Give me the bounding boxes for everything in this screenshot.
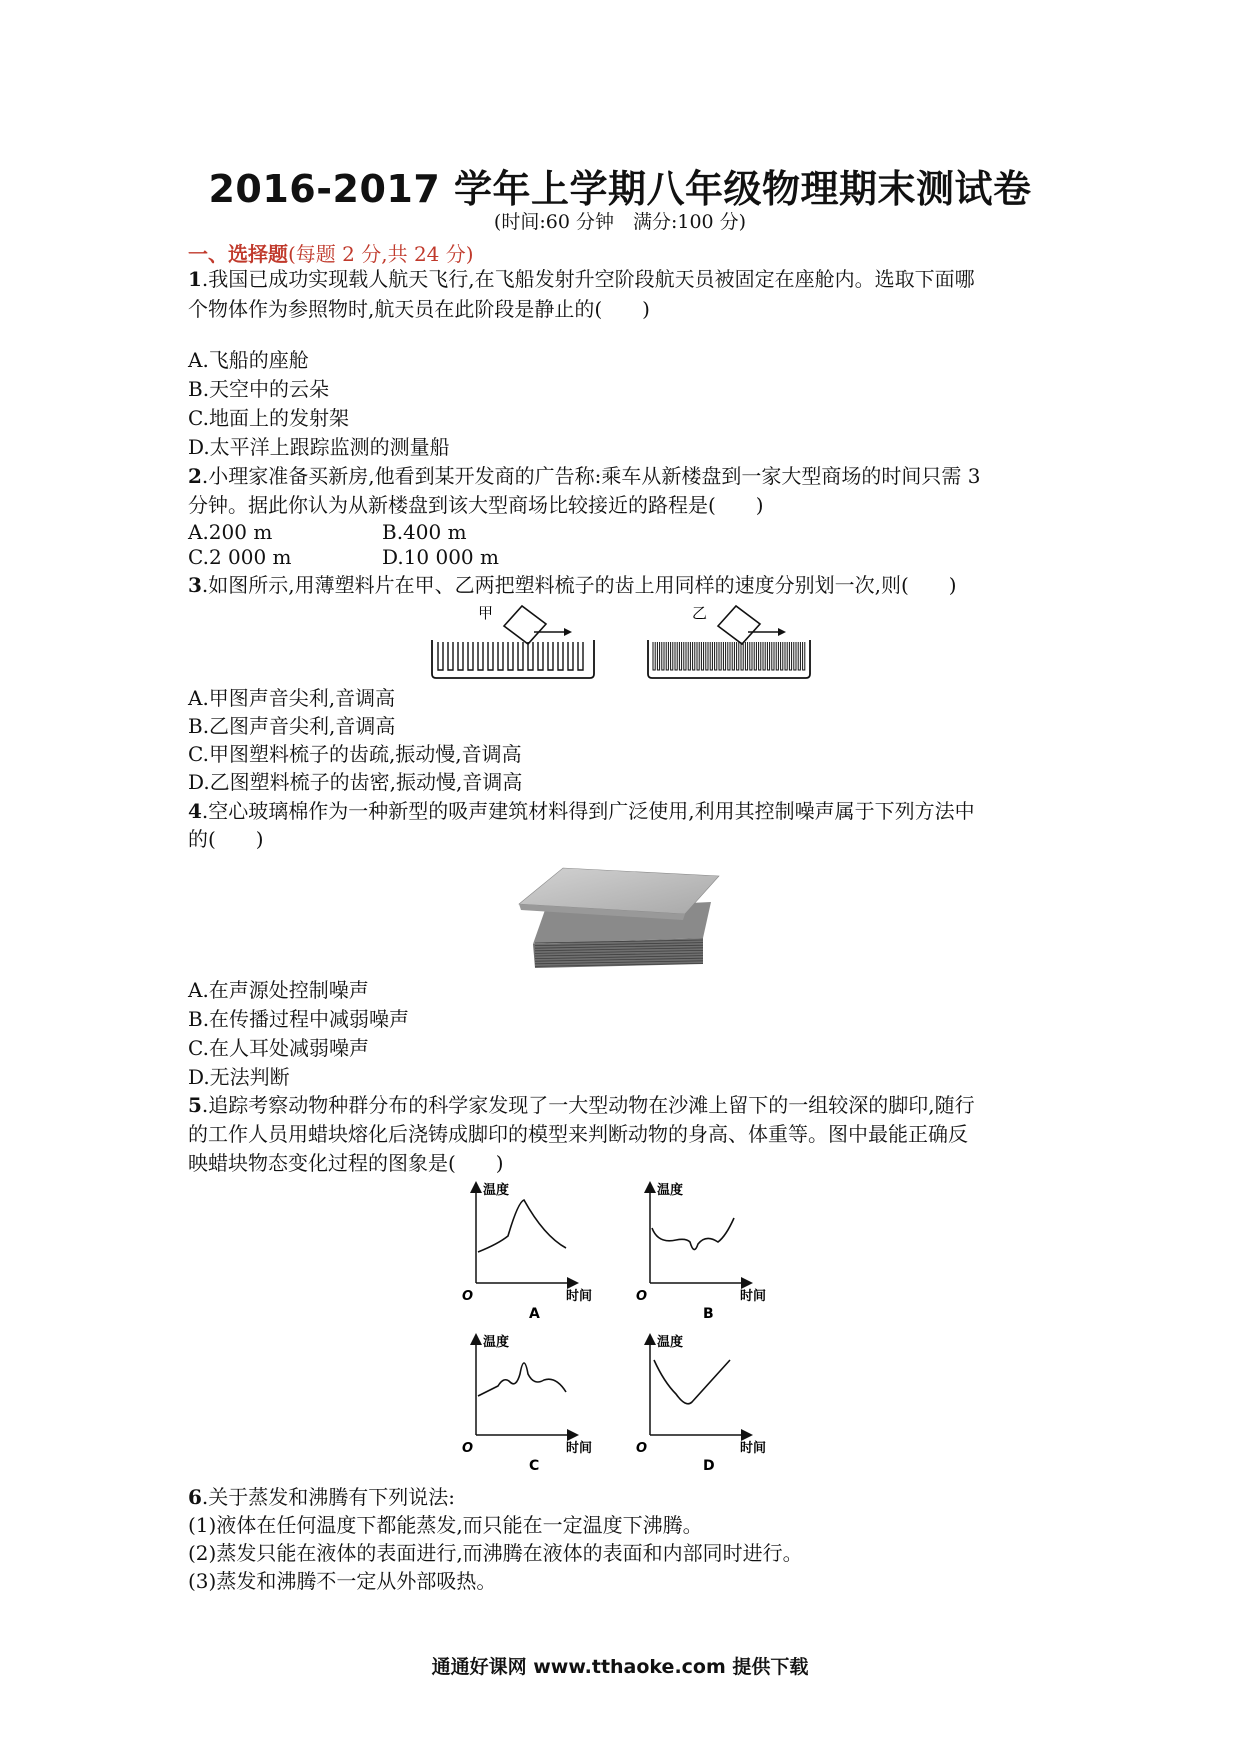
q4-option-b: B.在传播过程中减弱噪声 (188, 1007, 410, 1031)
comb-tooth (666, 642, 668, 670)
plastic-piece-jia (504, 606, 546, 644)
graph-a-caption: A (529, 1306, 540, 1322)
comb-tooth (776, 642, 778, 670)
comb-tooth (538, 642, 543, 670)
comb-tooth (438, 642, 443, 670)
comb-tooth (568, 642, 573, 670)
comb-tooth (548, 642, 553, 670)
q2-number: 2 (188, 464, 202, 488)
comb-tooth (578, 642, 583, 670)
comb-tooth (781, 642, 783, 670)
comb-tooth (468, 642, 473, 670)
graph-b-caption: B (703, 1306, 714, 1322)
q2-stem-line2: 分钟。据此你认为从新楼盘到该大型商场比较接近的路程是( ) (188, 493, 764, 517)
graph-b-curve (652, 1218, 734, 1250)
q3-option-d: D.乙图塑料梳子的齿密,振动慢,音调高 (188, 770, 523, 794)
q6-item-1: (1)液体在任何温度下都能蒸发,而只能在一定温度下沸腾。 (188, 1513, 703, 1537)
comb-yi (648, 640, 810, 678)
comb-tooth (803, 642, 805, 670)
comb-tooth (715, 642, 717, 670)
graph-b-origin: O (636, 1289, 648, 1304)
glass-wool-image (515, 862, 725, 972)
arrow-jia (564, 628, 572, 636)
comb-tooth (518, 642, 523, 670)
q3-number: 3 (188, 573, 202, 597)
comb-label-yi: 乙 (692, 604, 708, 622)
comb-tooth (772, 642, 774, 670)
comb-tooth (767, 642, 769, 670)
plastic-piece-yi (718, 606, 760, 644)
arrow-yi (778, 628, 786, 636)
comb-label-jia: 甲 (478, 604, 494, 622)
graph-d (636, 1334, 766, 1474)
section-heading (188, 238, 474, 267)
comb-tooth (723, 642, 725, 670)
q5-stem-line1 (188, 1092, 975, 1118)
q2-option-c: C.2 000 m (188, 545, 292, 569)
comb-tooth (448, 642, 453, 670)
section-label: 一、选择题 (188, 242, 288, 266)
q3-text: .如图所示,用薄塑料片在甲、乙两把塑料梳子的齿上用同样的速度分别划一次,则( ) (201, 573, 957, 597)
q5-stem-line2: 的工作人员用蜡块熔化后浇铸成脚印的模型来判断动物的身高、体重等。图中最能正确反 (188, 1122, 968, 1146)
comb-tooth (754, 642, 756, 670)
graph-a-ylabel: 温度 (483, 1183, 510, 1198)
graph-c-xlabel: 时间 (566, 1441, 593, 1456)
q3-option-b: B.乙图声音尖利,音调高 (188, 714, 396, 738)
q4-option-a: A.在声源处控制噪声 (188, 978, 369, 1002)
q2-option-d: D.10 000 m (382, 545, 499, 569)
graph-d-xlabel: 时间 (740, 1441, 767, 1456)
comb-tooth (675, 642, 677, 670)
q4-option-c: C.在人耳处减弱噪声 (188, 1036, 369, 1060)
graph-c-ylabel: 温度 (483, 1335, 510, 1350)
comb-tooth (508, 642, 513, 670)
comb-tooth (488, 642, 493, 670)
comb-tooth (498, 642, 503, 670)
graph-c-origin: O (462, 1441, 474, 1456)
comb-tooth (528, 642, 533, 670)
comb-tooth (728, 642, 730, 670)
comb-tooth (719, 642, 721, 670)
graph-b (636, 1182, 766, 1322)
comb-tooth (679, 642, 681, 670)
q4-stem-line2: 的( ) (188, 827, 264, 851)
comb-figure (430, 602, 820, 682)
comb-tooth (688, 642, 690, 670)
comb-tooth (794, 642, 796, 670)
section-note: (每题 2 分,共 24 分) (288, 242, 474, 266)
comb-tooth (697, 642, 699, 670)
graph-b-xlabel: 时间 (740, 1289, 767, 1304)
comb-tooth (671, 642, 673, 670)
wax-graphs-figure (456, 1178, 796, 1480)
graph-c (462, 1334, 592, 1474)
q2-option-a: A.200 m (188, 520, 273, 544)
q3-option-a: A.甲图声音尖利,音调高 (188, 686, 396, 710)
graph-d-caption: D (703, 1458, 715, 1474)
q4-text: .空心玻璃棉作为一种新型的吸声建筑材料得到广泛使用,利用其控制噪声属于下列方法中 (201, 799, 975, 823)
comb-tooth (657, 642, 659, 670)
q5-text: .追踪考察动物种群分布的科学家发现了一大型动物在沙滩上留下的一组较深的脚印,随行 (201, 1093, 975, 1117)
comb-tooth (706, 642, 708, 670)
graph-a (462, 1182, 592, 1322)
q6-item-3: (3)蒸发和沸腾不一定从外部吸热。 (188, 1569, 497, 1593)
q2-stem-line1 (188, 463, 980, 489)
q5-stem-line3: 映蜡块物态变化过程的图象是( ) (188, 1151, 504, 1175)
q1-stem-line2: 个物体作为参照物时,航天员在此阶段是静止的( ) (188, 297, 650, 321)
exam-info: (时间:60 分钟 满分:100 分) (493, 211, 747, 233)
comb-tooth (785, 642, 787, 670)
q5-number: 5 (188, 1093, 202, 1117)
comb-tooth (701, 642, 703, 670)
graph-a-xlabel: 时间 (566, 1289, 593, 1304)
comb-tooth (798, 642, 800, 670)
q1-text: .我国已成功实现载人航天飞行,在飞船发射升空阶段航天员被固定在座舱内。选取下面哪 (201, 267, 975, 291)
q4-number: 4 (188, 799, 202, 823)
q6-stem-line1 (188, 1484, 455, 1510)
q2-option-b: B.400 m (382, 520, 467, 544)
q1-number: 1 (188, 267, 202, 291)
graph-c-caption: C (529, 1458, 540, 1474)
comb-tooth (759, 642, 761, 670)
q6-item-2: (2)蒸发只能在液体的表面进行,而沸腾在液体的表面和内部同时进行。 (188, 1541, 803, 1565)
q1-option-c: C.地面上的发射架 (188, 406, 349, 430)
graph-b-ylabel: 温度 (657, 1183, 684, 1198)
comb-tooth (732, 642, 734, 670)
comb-tooth (741, 642, 743, 670)
q4-stem-line1 (188, 798, 975, 824)
comb-tooth (662, 642, 664, 670)
graph-d-curve (654, 1360, 730, 1404)
comb-tooth (693, 642, 695, 670)
graph-c-curve (478, 1363, 566, 1396)
q1-stem-line1 (188, 266, 975, 292)
comb-tooth (684, 642, 686, 670)
q1-option-b: B.天空中的云朵 (188, 377, 330, 401)
q4-option-d: D.无法判断 (188, 1065, 290, 1089)
q6-text: .关于蒸发和沸腾有下列说法: (201, 1485, 456, 1509)
q6-number: 6 (188, 1485, 202, 1509)
q3-option-c: C.甲图塑料梳子的齿疏,振动慢,音调高 (188, 742, 522, 766)
comb-tooth (750, 642, 752, 670)
graph-a-origin: O (462, 1289, 474, 1304)
graph-a-curve (478, 1200, 566, 1252)
footer-source: 通通好课网 www.tthaoke.com 提供下载 (431, 1656, 809, 1678)
graph-d-origin: O (636, 1441, 648, 1456)
q2-text: .小理家准备买新房,他看到某开发商的广告称:乘车从新楼盘到一家大型商场的时间只需 3 (201, 464, 981, 488)
comb-tooth (763, 642, 765, 670)
comb-tooth (789, 642, 791, 670)
comb-tooth (558, 642, 563, 670)
q3-stem-line1 (188, 572, 957, 598)
comb-tooth (478, 642, 483, 670)
q1-option-d: D.太平洋上跟踪监测的测量船 (188, 435, 450, 459)
comb-tooth (653, 642, 655, 670)
graph-d-ylabel: 温度 (657, 1335, 684, 1350)
comb-tooth (737, 642, 739, 670)
comb-tooth (710, 642, 712, 670)
comb-tooth (745, 642, 747, 670)
page-title: 2016-2017 学年上学期八年级物理期末测试卷 (208, 167, 1032, 211)
q1-option-a: A.飞船的座舱 (188, 348, 309, 372)
comb-tooth (458, 642, 463, 670)
